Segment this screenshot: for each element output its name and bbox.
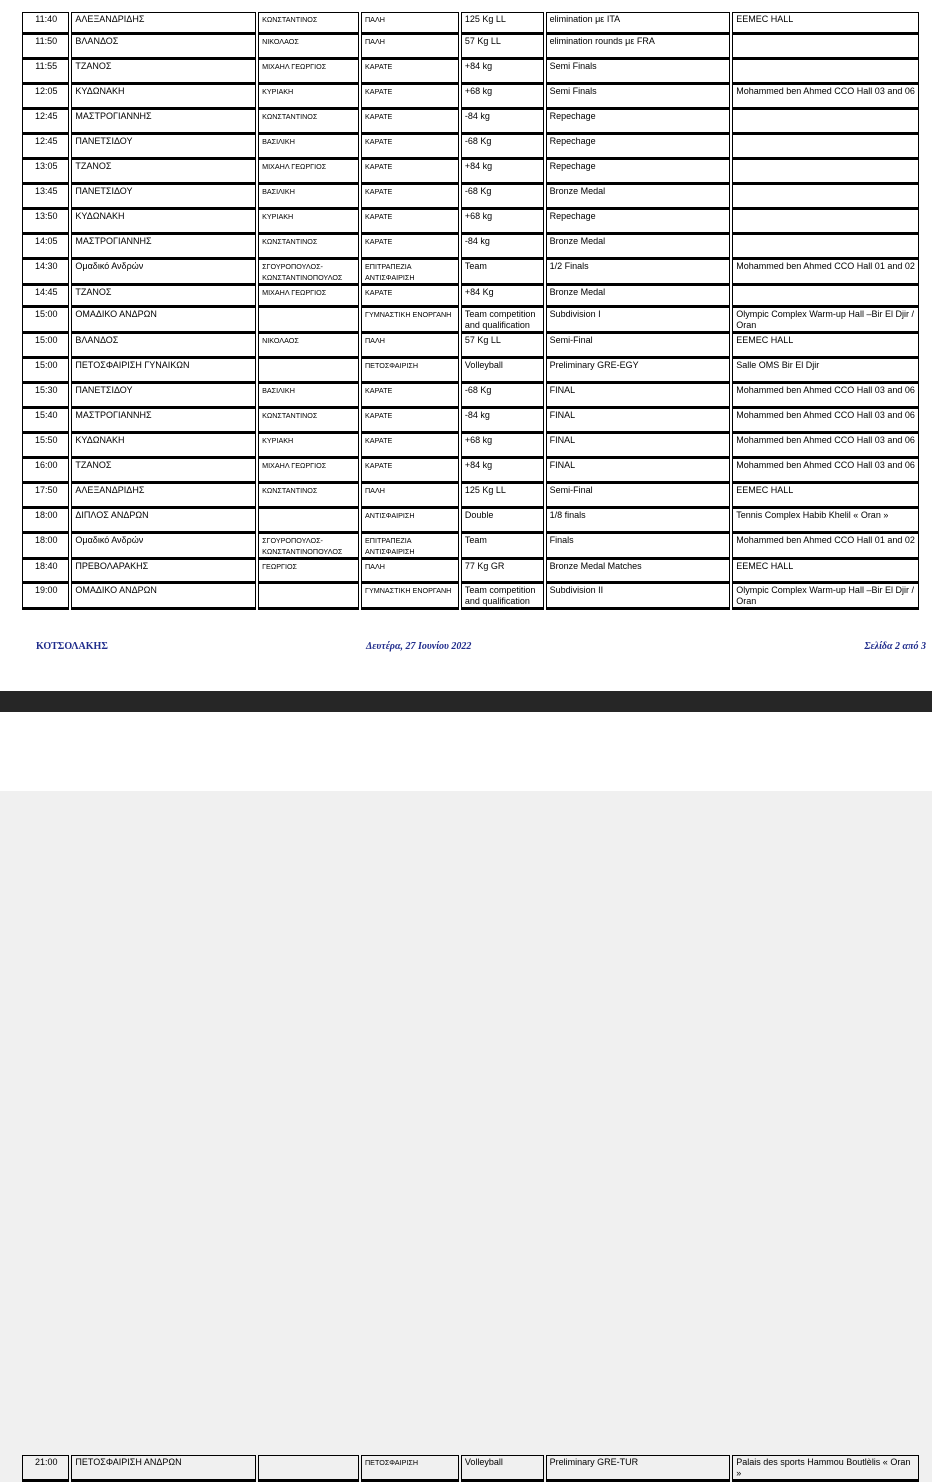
table-row [22,560,919,584]
sport-cell: ΚΑΡΑΤΕ [361,210,459,235]
category-cell: -68 Kg [461,384,544,409]
sport-cell: ΠΕΤΟΣΦΑΙΡΙΣΗ [361,359,459,384]
venue-cell [732,210,919,235]
table-row [22,60,919,85]
first-name-cell: ΚΩΝΣΤΑΝΤΙΝΟΣ [258,12,359,35]
category-cell: -68 Kg [461,135,544,160]
table-row [22,135,919,160]
sport-cell: ΠΕΤΟΣΦΑΙΡΙΣΗ [361,1455,459,1482]
table-row [22,110,919,135]
table-row [22,260,919,286]
category-cell: -84 kg [461,409,544,434]
sport-cell: ΚΑΡΑΤΕ [361,409,459,434]
round-cell: Bronze Medal [546,286,731,308]
name-cell: ΠΡΕΒΟΛΑΡΑΚΗΣ [71,560,256,584]
name-cell: Ομαδικό Ανδρών [71,260,256,286]
name-cell: ΚΥΔΩΝΑΚΗ [71,85,256,110]
venue-cell: Palais des sports Hammou Boutlèlis « Oran » [732,1455,919,1482]
table-row [22,334,919,359]
first-name-cell: ΣΓΟΥΡΟΠΟΥΛΟΣ-ΚΩΝΣΤΑΝΤΙΝΟΠΟΥΛΟΣ [258,534,359,560]
round-cell: Semi Finals [546,85,731,110]
category-cell: +68 kg [461,85,544,110]
first-name-cell [258,308,359,334]
first-name-cell: ΣΓΟΥΡΟΠΟΥΛΟΣ-ΚΩΝΣΤΑΝΤΙΝΟΠΟΥΛΟΣ [258,260,359,286]
sport-cell: ΚΑΡΑΤΕ [361,459,459,484]
time-cell: 11:55 [22,60,69,85]
name-cell: ΟΜΑΔΙΚΟ ΑΝΔΡΩΝ [71,308,256,334]
category-cell: Double [461,509,544,534]
table-row [22,584,919,610]
time-cell: 16:00 [22,459,69,484]
name-cell: ΠΕΤΟΣΦΑΙΡΙΣΗ ΓΥΝΑΙΚΩΝ [71,359,256,384]
first-name-cell: ΜΙΧΑΗΛ ΓΕΩΡΓΙΟΣ [258,459,359,484]
first-name-cell: ΚΥΡΙΑΚΗ [258,434,359,459]
round-cell: 1/8 finals [546,509,731,534]
name-cell: ΠΑΝΕΤΣΙΔΟΥ [71,384,256,409]
footer-date: Δευτέρα, 27 Ιουνίου 2022 [366,641,472,652]
category-cell: 125 Kg LL [461,484,544,509]
first-name-cell: ΒΑΣΙΛΙΚΗ [258,135,359,160]
sport-cell: ΠΑΛΗ [361,334,459,359]
schedule-table [20,12,921,610]
round-cell: elimination με ITA [546,12,731,35]
name-cell: ΠΑΝΕΤΣΙΔΟΥ [71,185,256,210]
first-name-cell: ΜΙΧΑΗΛ ΓΕΩΡΓΙΟΣ [258,160,359,185]
round-cell: FINAL [546,434,731,459]
sport-cell: ΚΑΡΑΤΕ [361,135,459,160]
round-cell: FINAL [546,384,731,409]
sport-cell: ΚΑΡΑΤΕ [361,286,459,308]
time-cell: 15:00 [22,359,69,384]
venue-cell: EEMEC HALL [732,560,919,584]
sport-cell: ΓΥΜΝΑΣΤΙΚΗ ΕΝΟΡΓΑΝΗ [361,308,459,334]
round-cell: Repechage [546,110,731,135]
round-cell: Semi-Final [546,484,731,509]
category-cell: 77 Kg GR [461,560,544,584]
first-name-cell: ΚΥΡΙΑΚΗ [258,210,359,235]
category-cell: -68 Kg [461,185,544,210]
table-row [22,35,919,60]
round-cell: Semi Finals [546,60,731,85]
time-cell: 11:50 [22,35,69,60]
first-name-cell [258,509,359,534]
venue-cell: EEMEC HALL [732,484,919,509]
table-row [22,359,919,384]
venue-cell [732,135,919,160]
venue-cell: Tennis Complex Habib Khelil « Oran » [732,509,919,534]
name-cell: ΒΛΑΝΔΟΣ [71,35,256,60]
time-cell: 15:00 [22,308,69,334]
category-cell: 57 Kg LL [461,35,544,60]
table-row [22,308,919,334]
round-cell: 1/2 Finals [546,260,731,286]
first-name-cell: ΒΑΣΙΛΙΚΗ [258,185,359,210]
table-row [22,484,919,509]
name-cell: ΠΑΝΕΤΣΙΔΟΥ [71,135,256,160]
venue-cell [732,160,919,185]
category-cell: +68 kg [461,434,544,459]
next-page [0,712,932,1478]
first-name-cell: ΓΕΩΡΓΙΟΣ [258,560,359,584]
category-cell: Volleyball [461,359,544,384]
time-cell: 14:05 [22,235,69,260]
sport-cell: ΚΑΡΑΤΕ [361,60,459,85]
round-cell: FINAL [546,409,731,434]
page-separator [0,691,932,712]
category-cell: +68 kg [461,210,544,235]
name-cell: ΟΜΑΔΙΚΟ ΑΝΔΡΩΝ [71,584,256,610]
time-cell: 17:50 [22,484,69,509]
venue-cell [732,185,919,210]
round-cell: Semi-Final [546,334,731,359]
sport-cell: ΠΑΛΗ [361,560,459,584]
table-row [22,85,919,110]
schedule-page [0,0,932,691]
time-cell: 18:00 [22,534,69,560]
time-cell: 15:30 [22,384,69,409]
first-name-cell: ΜΙΧΑΗΛ ΓΕΩΡΓΙΟΣ [258,286,359,308]
page-footer [0,641,932,657]
time-cell: 15:00 [22,334,69,359]
round-cell: Finals [546,534,731,560]
time-cell: 18:00 [22,509,69,534]
sport-cell: ΚΑΡΑΤΕ [361,434,459,459]
venue-cell [732,235,919,260]
category-cell: -84 kg [461,110,544,135]
venue-cell: Mohammed ben Ahmed CCO Hall 03 and 06 [732,384,919,409]
sport-cell: ΠΑΛΗ [361,484,459,509]
first-name-cell: ΚΩΝΣΤΑΝΤΙΝΟΣ [258,235,359,260]
sport-cell: ΑΝΤΙΣΦΑΙΡΙΣΗ [361,509,459,534]
name-cell: ΑΛΕΞΑΝΔΡΙΔΗΣ [71,12,256,35]
time-cell: 13:45 [22,185,69,210]
round-cell: Preliminary GRE-TUR [546,1455,731,1482]
sport-cell: ΚΑΡΑΤΕ [361,384,459,409]
sport-cell: ΚΑΡΑΤΕ [361,235,459,260]
time-cell: 19:00 [22,584,69,610]
first-name-cell: ΝΙΚΟΛΑΟΣ [258,334,359,359]
round-cell: Subdivision I [546,308,731,334]
time-cell: 12:05 [22,85,69,110]
time-cell: 12:45 [22,135,69,160]
first-name-cell: ΚΥΡΙΑΚΗ [258,85,359,110]
name-cell: ΔΙΠΛΟΣ ΑΝΔΡΩΝ [71,509,256,534]
table-row [22,459,919,484]
sport-cell: ΓΥΜΝΑΣΤΙΚΗ ΕΝΟΡΓΑΝΗ [361,584,459,610]
category-cell: Team [461,534,544,560]
name-cell: ΚΥΔΩΝΑΚΗ [71,434,256,459]
time-cell: 13:50 [22,210,69,235]
category-cell: Volleyball [461,1455,544,1482]
table-row [22,185,919,210]
name-cell: ΜΑΣΤΡΟΓΙΑΝΝΗΣ [71,110,256,135]
name-cell: ΜΑΣΤΡΟΓΙΑΝΝΗΣ [71,235,256,260]
sport-cell: ΚΑΡΑΤΕ [361,85,459,110]
category-cell: +84 kg [461,60,544,85]
sport-cell: ΕΠΙΤΡΑΠΕΖΙΑ ΑΝΤΙΣΦΑΙΡΙΣΗ [361,260,459,286]
time-cell: 15:50 [22,434,69,459]
table-row [22,1455,919,1482]
first-name-cell: ΝΙΚΟΛΑΟΣ [258,35,359,60]
table-row [22,210,919,235]
table-row [22,434,919,459]
first-name-cell: ΜΙΧΑΗΛ ΓΕΩΡΓΙΟΣ [258,60,359,85]
name-cell: Ομαδικό Ανδρών [71,534,256,560]
time-cell: 14:45 [22,286,69,308]
table-row [22,160,919,185]
venue-cell: Mohammed ben Ahmed CCO Hall 03 and 06 [732,459,919,484]
name-cell: ΒΛΑΝΔΟΣ [71,334,256,359]
category-cell: 125 Kg LL [461,12,544,35]
name-cell: ΤΖΑΝΟΣ [71,286,256,308]
venue-cell: Mohammed ben Ahmed CCO Hall 03 and 06 [732,409,919,434]
sport-cell: ΚΑΡΑΤΕ [361,160,459,185]
category-cell: Team competition and qualification [461,308,544,334]
venue-cell: Olympic Complex Warm-up Hall –Bir El Djir / Oran [732,308,919,334]
venue-cell [732,60,919,85]
name-cell: ΠΕΤΟΣΦΑΙΡΙΣΗ ΑΝΔΡΩΝ [71,1455,256,1482]
table-row [22,235,919,260]
name-cell: ΤΖΑΝΟΣ [71,160,256,185]
venue-cell: Mohammed ben Ahmed CCO Hall 01 and 02 [732,260,919,286]
category-cell: Team [461,260,544,286]
category-cell: Team competition and qualification [461,584,544,610]
venue-cell [732,35,919,60]
footer-author: ΚΟΤΣΟΛΑΚΗΣ [36,641,108,652]
name-cell: ΤΖΑΝΟΣ [71,60,256,85]
time-cell: 12:45 [22,110,69,135]
venue-cell [732,110,919,135]
first-name-cell: ΚΩΝΣΤΑΝΤΙΝΟΣ [258,484,359,509]
first-name-cell: ΚΩΝΣΤΑΝΤΙΝΟΣ [258,110,359,135]
venue-cell: Mohammed ben Ahmed CCO Hall 03 and 06 [732,434,919,459]
time-cell: 13:05 [22,160,69,185]
round-cell: Subdivision II [546,584,731,610]
round-cell: Bronze Medal [546,185,731,210]
table-row [22,384,919,409]
venue-cell: Mohammed ben Ahmed CCO Hall 03 and 06 [732,85,919,110]
category-cell: 57 Kg LL [461,334,544,359]
first-name-cell: ΒΑΣΙΛΙΚΗ [258,384,359,409]
round-cell: Repechage [546,160,731,185]
name-cell: ΜΑΣΤΡΟΓΙΑΝΝΗΣ [71,409,256,434]
time-cell: 11:40 [22,12,69,35]
sport-cell: ΠΑΛΗ [361,12,459,35]
table-row [22,534,919,560]
venue-cell: Salle OMS Bir El Djir [732,359,919,384]
table-row [22,509,919,534]
table-row [22,409,919,434]
round-cell: Bronze Medal [546,235,731,260]
first-name-cell [258,584,359,610]
round-cell: FINAL [546,459,731,484]
sport-cell: ΚΑΡΑΤΕ [361,110,459,135]
time-cell: 15:40 [22,409,69,434]
sport-cell: ΠΑΛΗ [361,35,459,60]
venue-cell [732,286,919,308]
venue-cell: EEMEC HALL [732,334,919,359]
sport-cell: ΚΑΡΑΤΕ [361,185,459,210]
time-cell: 14:30 [22,260,69,286]
time-cell: 21:00 [22,1455,69,1482]
table-row [22,286,919,308]
first-name-cell [258,1455,359,1482]
name-cell: ΤΖΑΝΟΣ [71,459,256,484]
category-cell: +84 kg [461,160,544,185]
round-cell: elimination rounds με FRA [546,35,731,60]
table-row [22,12,919,35]
category-cell: +84 kg [461,459,544,484]
next-page-table [20,1455,921,1482]
first-name-cell [258,359,359,384]
venue-cell: Olympic Complex Warm-up Hall –Bir El Djir / Oran [732,584,919,610]
name-cell: ΑΛΕΞΑΝΔΡΙΔΗΣ [71,484,256,509]
sport-cell: ΕΠΙΤΡΑΠΕΖΙΑ ΑΝΤΙΣΦΑΙΡΙΣΗ [361,534,459,560]
round-cell: Preliminary GRE-EGY [546,359,731,384]
round-cell: Bronze Medal Matches [546,560,731,584]
footer-page-number: Σελίδα 2 από 3 [864,641,926,652]
round-cell: Repechage [546,135,731,160]
name-cell: ΚΥΔΩΝΑΚΗ [71,210,256,235]
time-cell: 18:40 [22,560,69,584]
venue-cell: EEMEC HALL [732,12,919,35]
round-cell: Repechage [546,210,731,235]
venue-cell: Mohammed ben Ahmed CCO Hall 01 and 02 [732,534,919,560]
category-cell: +84 Kg [461,286,544,308]
category-cell: -84 kg [461,235,544,260]
first-name-cell: ΚΩΝΣΤΑΝΤΙΝΟΣ [258,409,359,434]
